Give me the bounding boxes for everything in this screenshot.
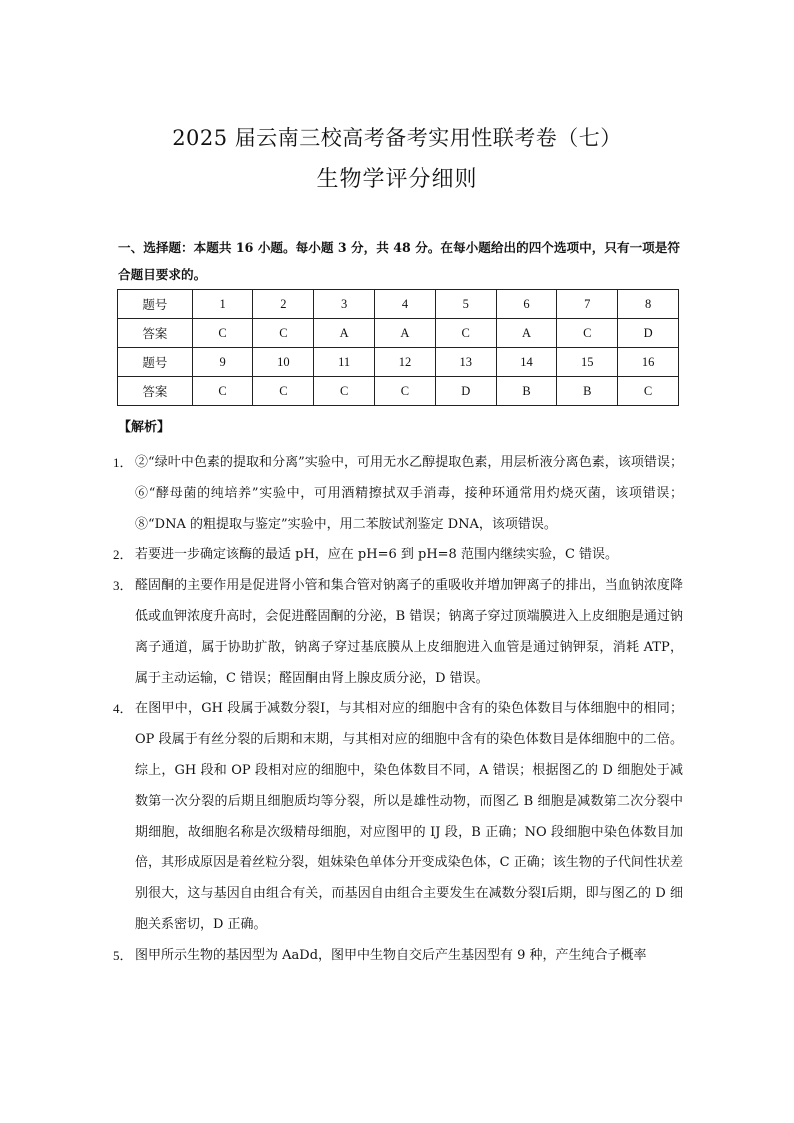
table-cell: D — [618, 319, 679, 348]
table-cell: 15 — [557, 348, 618, 377]
section-heading: 一、选择题：本题共 16 小题。每小题 3 分，共 48 分。在每小题给出的四个选项中，只有一项是符合题目要求的。 — [118, 240, 680, 282]
table-cell: B — [496, 377, 557, 406]
document-title: 2025 届云南三校高考备考实用性联考卷（七） — [172, 126, 622, 150]
table-cell: 11 — [314, 348, 375, 377]
table-cell: B — [557, 377, 618, 406]
table-cell: C — [618, 377, 679, 406]
table-cell: 9 — [192, 348, 253, 377]
table-cell: A — [496, 319, 557, 348]
table-cell: C — [314, 377, 375, 406]
table-cell: 12 — [375, 348, 436, 377]
analysis-item-text: 若要进一步确定该酶的最适 pH，应在 pH=6 到 pH=8 范围内继续实验，C 错误。 — [135, 547, 619, 563]
analysis-item-number: 4． — [113, 701, 133, 717]
table-row — [118, 290, 679, 319]
table-cell: A — [375, 319, 436, 348]
table-row — [118, 348, 679, 377]
analysis-item-text: 图甲所示生物的基因型为 AaDd，图甲中生物自交后产生基因型有 9 种，产生纯合子概率 — [135, 947, 647, 963]
analysis-item-text: 醛固酮的主要作用是促进肾小管和集合管对钠离子的重吸收并增加钾离子的排出，当血钠浓度降低或血钾浓度升高时，会促进醛固酮的分泌，B 错误；钠离子穿过顶端膜进入上皮细胞是通过钠离子通道，属于协助扩散，钠离子穿过基底膜从上皮细胞进入血管是通过钠钾泵，消耗 ATP，属于主动运输，C 错误；醛固酮由肾上腺皮质分泌，D 错误。 — [135, 578, 683, 686]
table-cell: 2 — [253, 290, 314, 319]
table-cell: C — [253, 319, 314, 348]
table-cell: 3 — [314, 290, 375, 319]
analysis-item — [111, 694, 683, 940]
table-cell: C — [253, 377, 314, 406]
table-cell: 5 — [435, 290, 496, 319]
analysis-item-text: ②“绿叶中色素的提取和分离”实验中，可用无水乙醇提取色素，用层析液分离色素，该项错误；⑥“酵母菌的纯培养”实验中，可用酒精擦拭双手消毒，接种环通常用灼烧灭菌，该项错误；⑧“DNA 的粗提取与鉴定”实验中，用二苯胺试剂鉴定 DNA，该项错误。 — [135, 455, 683, 532]
analysis-item-number: 3． — [113, 578, 133, 594]
table-cell: C — [557, 319, 618, 348]
table-row-label: 答案 — [118, 377, 193, 406]
table-cell: A — [314, 319, 375, 348]
table-cell: C — [435, 319, 496, 348]
table-cell: 4 — [375, 290, 436, 319]
analysis-item-number: 5． — [113, 947, 133, 963]
analysis-item-text: 在图甲中，GH 段属于减数分裂Ⅰ，与其相对应的细胞中含有的染色体数目与体细胞中的相同；OP 段属于有丝分裂的后期和末期，与其相对应的细胞中含有的染色体数目是体细胞中的二倍。综上，GH 段和 OP 段相对应的细胞中，染色体数目不同，A 错误；根据图乙的 D 细胞处于减数第一次分裂的后期且细胞质均等分裂，所以是雄性动物，而图乙 B 细胞是减数第二次分裂中期细胞，故细胞名称是次级精母细胞，对应图甲的 IJ 段，B 正确；NO 段细胞中染色体数目加倍，其形成原因是着丝粒分裂，姐妹染色单体分开变成染色体，C 正确；该生物的子代间性状差别很大，这与基因自由组合有关，而基因自由组合主要发生在减数分裂Ⅰ后期，即与图乙的 D 细胞关系密切，D 正确。 — [135, 701, 683, 932]
analysis-item-number: 2． — [113, 547, 133, 563]
table-row-label: 题号 — [118, 348, 193, 377]
table-row — [118, 377, 679, 406]
table-cell: 14 — [496, 348, 557, 377]
document-subtitle: 生物学评分细则 — [316, 167, 478, 192]
analysis-label: 【解析】 — [118, 420, 171, 435]
answer-table — [117, 289, 679, 406]
table-row-label: 题号 — [118, 290, 193, 319]
table-cell: 7 — [557, 290, 618, 319]
table-cell: 16 — [618, 348, 679, 377]
table-cell: 1 — [192, 290, 253, 319]
table-cell: D — [435, 377, 496, 406]
table-cell: 13 — [435, 348, 496, 377]
table-cell: 10 — [253, 348, 314, 377]
analysis-item — [111, 571, 683, 694]
table-cell: C — [375, 377, 436, 406]
table-cell: 6 — [496, 290, 557, 319]
analysis-item — [111, 448, 683, 540]
analysis-item-number: 1． — [113, 455, 133, 470]
table-cell: 8 — [618, 290, 679, 319]
table-cell: C — [192, 377, 253, 406]
table-row-label: 答案 — [118, 319, 193, 348]
table-cell: C — [192, 319, 253, 348]
analysis-list — [111, 448, 683, 972]
table-row — [118, 319, 679, 348]
analysis-item — [111, 941, 683, 972]
analysis-item — [111, 540, 683, 571]
